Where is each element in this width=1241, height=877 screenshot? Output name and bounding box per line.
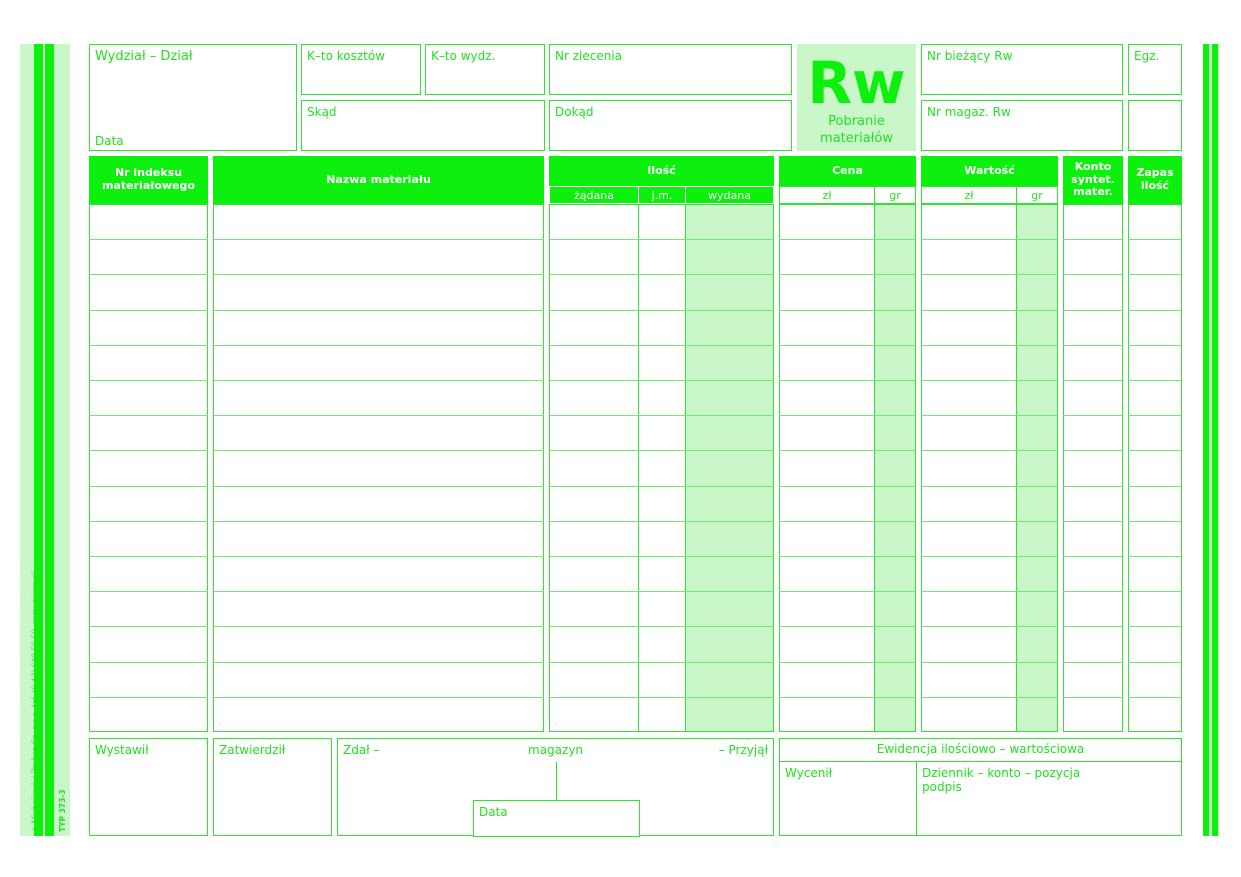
current-no-label: Nr bieżący Rw [927,49,1013,63]
records-field [779,738,1182,836]
table-row-line [1063,415,1123,416]
table-row-line [779,274,916,275]
table-row-line [549,486,774,487]
form-title-line1: Pobranie [828,114,885,129]
department-label: Wydział – Dział [95,49,193,64]
table-row-line [89,345,208,346]
table-row-line [921,556,1058,557]
table-row-line [1063,626,1123,627]
table-row-line [1128,521,1182,522]
copy-value-field[interactable] [1128,100,1182,151]
table-row-line [1128,450,1182,451]
col-price [779,204,916,732]
value-divider [1016,204,1017,732]
table-row-line [89,380,208,381]
issued-by-field[interactable] [89,738,208,836]
table-row-line [1063,274,1123,275]
table-row-line [549,556,774,557]
table-row-line [549,310,774,311]
table-row-line [549,274,774,275]
records-divider [780,761,1181,762]
to-field[interactable] [549,100,792,151]
col-header-qty: Ilość [549,156,774,186]
cost-account-label: K–to kosztów [307,49,386,63]
from-label: Skąd [307,105,337,119]
table-row-line [213,450,544,451]
left-margin-bar [45,44,54,836]
right-margin-bar [1212,44,1218,836]
table-row-line [89,521,208,522]
table-row-line [89,274,208,275]
order-no-label: Nr zlecenia [555,49,623,63]
journal-label: Dziennik – konto – pozycja [922,766,1081,780]
form-type-code: TYP 373-3 [58,789,67,832]
table-row-line [213,415,544,416]
table-row-line [921,450,1058,451]
col-header-qty-unit: j.m. [638,186,686,204]
table-row-line [779,239,916,240]
table-row-line [1063,521,1123,522]
col-index [89,204,208,732]
records-vdivider [916,761,917,835]
warehouse-no-field[interactable] [921,100,1123,151]
table-row-line [779,310,916,311]
table-row-line [779,662,916,663]
date-label: Data [95,134,124,148]
table-row-line [921,626,1058,627]
col-qty [549,204,774,732]
table-row-line [89,310,208,311]
dept-account-label: K–to wydz. [431,49,496,63]
cost-account-field[interactable] [301,44,421,95]
table-row-line [1063,239,1123,240]
table-row-line [921,662,1058,663]
copy-label: Egz. [1134,49,1160,63]
handover-connector [556,762,557,800]
table-row-line [1128,662,1182,663]
current-no-field[interactable] [921,44,1123,95]
table-row-line [89,662,208,663]
table-row-line [1063,345,1123,346]
col-name [213,204,544,732]
table-row-line [1128,239,1182,240]
table-row-line [549,591,774,592]
handed-label: Zdał – [343,743,380,757]
table-row-line [779,415,916,416]
recycle-icon: ◇ [30,823,39,832]
priced-by-label: Wycenił [785,766,833,780]
table-row-line [213,380,544,381]
table-row-line [779,521,916,522]
table-row-line [1128,274,1182,275]
qty-divider [638,204,639,732]
table-row-line [89,486,208,487]
form-title-line2: materiałów [820,131,893,146]
table-row-line [1128,556,1182,557]
table-row-line [921,239,1058,240]
table-row-line [1063,310,1123,311]
table-row-line [213,626,544,627]
table-row-line [779,591,916,592]
table-row-line [549,521,774,522]
col-header-price-zl: zł [779,186,875,204]
form-symbol: Rw [807,49,906,117]
warehouse-no-label: Nr magaz. Rw [927,105,1011,119]
approved-by-field[interactable] [213,738,332,836]
table-row-line [1063,591,1123,592]
col-header-value: Wartość [921,156,1058,186]
table-row-line [1063,486,1123,487]
handover-date-field[interactable] [473,800,640,837]
table-row-line [921,521,1058,522]
to-label: Dokąd [555,105,594,119]
handover-date-label: Data [479,805,508,819]
table-row-line [921,310,1058,311]
publisher-imprint: ◇ Michalczyk i Prokop Sp. z o.o. tel. (0-42) 640-50-59, www.mipro.pl [30,571,39,832]
signature-label: podpis [922,780,962,794]
table-row-line [1128,345,1182,346]
received-label: – Przyjął [718,743,768,757]
table-row-line [1128,380,1182,381]
table-row-line [549,626,774,627]
table-row-line [921,380,1058,381]
table-row-line [779,697,916,698]
col-header-name: Nazwa materiału [213,156,544,204]
col-header-stock: Zapas ilość [1128,156,1182,204]
qty-divider [685,204,686,732]
table-row-line [213,310,544,311]
table-row-line [89,450,208,451]
col-value [921,204,1058,732]
col-header-value-gr: gr [1016,186,1058,204]
table-row-line [549,380,774,381]
table-row-line [213,486,544,487]
table-row-line [1128,415,1182,416]
table-row-line [1128,697,1182,698]
col-header-qty-requested: żądana [549,186,639,204]
table-row-line [549,239,774,240]
col-header-price-gr: gr [874,186,916,204]
approved-by-label: Zatwierdził [219,743,286,757]
right-margin-bar [1203,44,1209,836]
table-row-line [921,697,1058,698]
col-header-index: Nr indeksu materiałowego [89,156,208,204]
table-row-line [89,415,208,416]
issued-by-label: Wystawił [95,743,149,757]
table-row-line [213,521,544,522]
table-row-line [213,274,544,275]
warehouse-label: magazyn [528,743,584,757]
records-title: Ewidencja ilościowo – wartościowa [876,742,1085,756]
col-header-price: Cena [779,156,916,186]
table-row-line [213,591,544,592]
table-row-line [779,486,916,487]
col-stock [1128,204,1182,732]
copy-field[interactable] [1128,44,1182,95]
table-row-line [779,556,916,557]
table-row-line [1063,697,1123,698]
table-row-line [921,591,1058,592]
table-row-line [1063,380,1123,381]
table-row-line [213,556,544,557]
table-row-line [549,697,774,698]
from-field[interactable] [301,100,545,151]
table-row-line [1128,626,1182,627]
table-row-line [779,380,916,381]
table-row-line [89,239,208,240]
table-row-line [89,556,208,557]
col-header-account: Konto syntet. mater. [1063,156,1123,204]
price-divider [874,204,875,732]
table-row-line [89,697,208,698]
table-row-line [549,662,774,663]
table-row-line [1128,486,1182,487]
table-row-line [213,662,544,663]
dept-account-field[interactable] [425,44,545,95]
table-row-line [1128,310,1182,311]
table-row-line [921,415,1058,416]
table-row-line [921,345,1058,346]
table-row-line [213,697,544,698]
table-row-line [549,345,774,346]
table-row-line [89,591,208,592]
table-row-line [1063,450,1123,451]
table-row-line [779,450,916,451]
col-header-qty-issued: wydana [685,186,774,204]
table-row-line [89,626,208,627]
col-account [1063,204,1123,732]
table-row-line [213,239,544,240]
form-title-block [797,44,916,151]
table-row-line [779,626,916,627]
table-row-line [1128,591,1182,592]
col-header-value-zl: zł [921,186,1017,204]
table-row-line [921,274,1058,275]
table-row-line [779,345,916,346]
handover-field[interactable] [337,738,774,836]
table-row-line [1063,662,1123,663]
table-row-line [1063,556,1123,557]
table-row-line [921,486,1058,487]
table-row-line [549,450,774,451]
department-field[interactable] [89,44,297,151]
table-row-line [213,345,544,346]
order-no-field[interactable] [549,44,792,95]
table-row-line [549,415,774,416]
